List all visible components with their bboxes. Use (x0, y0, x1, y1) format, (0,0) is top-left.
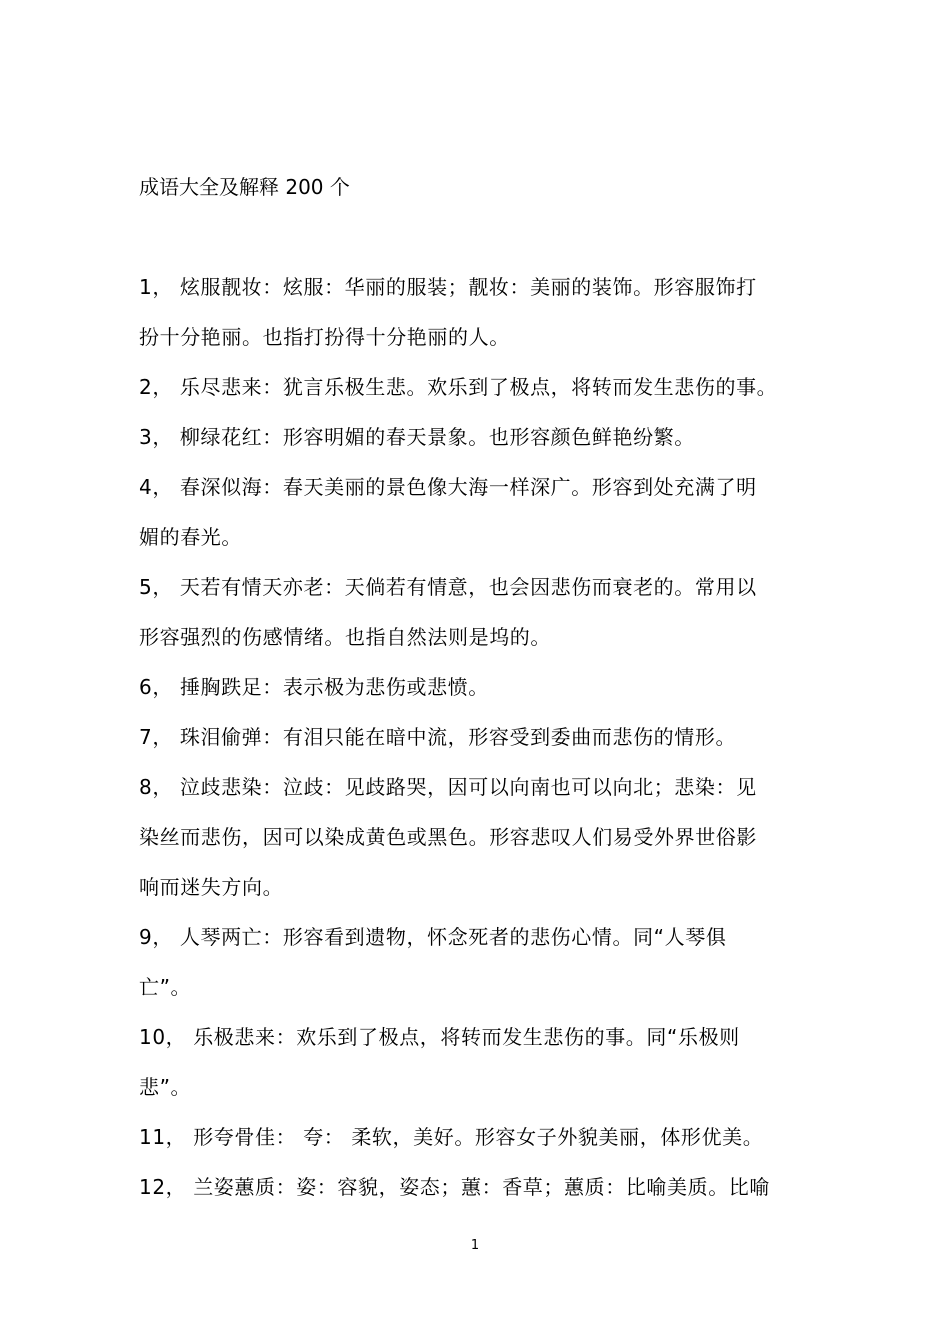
text-line: 形容强烈的伤感情绪。也指自然法则是坞的。 (139, 625, 551, 649)
text-line: 2， 乐尽悲来：犹言乐极生悲。欢乐到了极点，将转而发生悲伤的事。 (139, 375, 778, 399)
text-line: 响而迷失方向。 (139, 875, 284, 899)
text-line: 扮十分艳丽。也指打扮得十分艳丽的人。 (139, 325, 510, 349)
text-line: 9， 人琴两亡：形容看到遗物，怀念死者的悲伤心情。同“人琴俱 (139, 925, 727, 949)
text-line: 8， 泣歧悲染：泣歧：见歧路哭，因可以向南也可以向北；悲染：见 (139, 775, 757, 799)
text-line: 亡”。 (139, 975, 192, 999)
text-line: 1， 炫服靓妆：炫服：华丽的服装；靓妆：美丽的装饰。形容服饰打 (139, 275, 757, 299)
text-line: 悲”。 (139, 1075, 192, 1099)
text-line: 5， 天若有情天亦老：天倘若有情意，也会因悲伤而衰老的。常用以 (139, 575, 757, 599)
text-line: 6， 捶胸跌足：表示极为悲伤或悲愤。 (139, 675, 489, 699)
text-line: 7， 珠泪偷弹：有泪只能在暗中流，形容受到委曲而悲伤的情形。 (139, 725, 737, 749)
page-number: 1 (470, 1238, 480, 1253)
text-line: 染丝而悲伤，因可以染成黄色或黑色。形容悲叹人们易受外界世俗影 (139, 825, 757, 849)
document-body (139, 262, 819, 1212)
text-line: 媚的春光。 (139, 525, 242, 549)
text-line: 12， 兰姿蕙质：姿：容貌，姿态；蕙：香草；蕙质：比喻美质。比喻 (139, 1175, 771, 1199)
text-line: 10， 乐极悲来：欢乐到了极点，将转而发生悲伤的事。同“乐极则 (139, 1025, 740, 1049)
document-title: 成语大全及解释 200 个 (139, 175, 350, 199)
text-line: 3， 柳绿花红：形容明媚的春天景象。也形容颜色鲜艳纷繁。 (139, 425, 695, 449)
text-line: 11， 形夸骨佳： 夸： 柔软，美好。形容女子外貌美丽，体形优美。 (139, 1125, 764, 1149)
text-line: 4， 春深似海：春天美丽的景色像大海一样深广。形容到处充满了明 (139, 475, 757, 499)
